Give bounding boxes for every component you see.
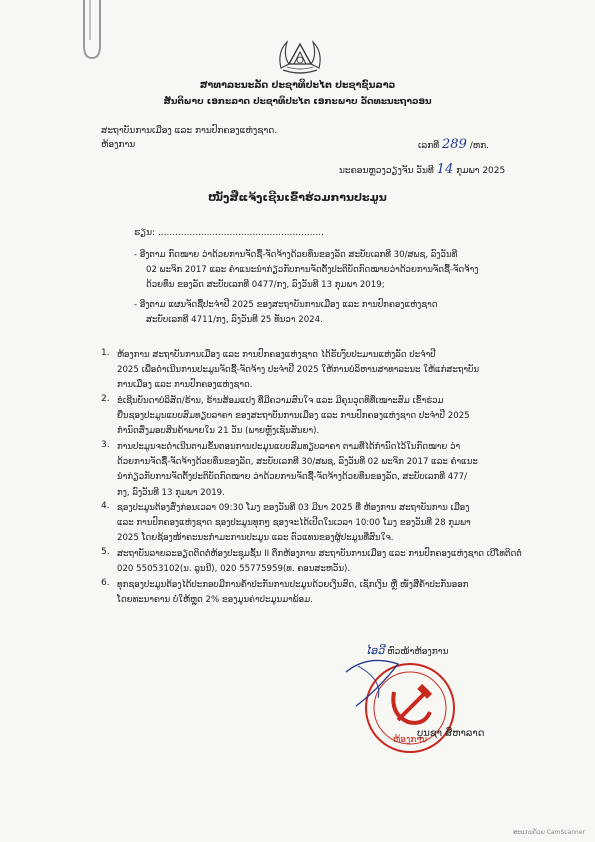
item-line: ທຸກຊອງປະມູນຕ້ອງໄດ້ປະກອບມີການຄໍ້າປະກັນການປະມູນດ້ວຍເງິນສົດ, ເຊັກເງິນ ຫຼື ໜັງສືຄໍ້າປະກັນອອກ xyxy=(117,580,469,590)
addressee-line: ຮຽນ: .......................................................... xyxy=(134,228,324,238)
number-handwritten: 289 xyxy=(442,137,467,152)
document-title: ໜັງສືແຈ້ງເຊີນເຂົ້າຮ່ວມການປະມູນ xyxy=(208,191,387,204)
sender-unit: ຫ້ອງການ xyxy=(101,140,136,150)
position-title: ຫົວໜ້າຫ້ອງການ xyxy=(387,647,449,657)
sender-organization: ສະຖາບັນການເມືອງ ແລະ ການປົກຄອງແຫ່ງຊາດ. xyxy=(101,126,278,136)
item-line: ການປະມູນຈະດໍາເນີນຕາມຂັ້ນຕອນການປະມູນແບບສົມທຽບລາຄາ ຕາມທີ່ໄດ້ກໍານົດໄວ້ໃນກົດໝາຍ ວ່າ xyxy=(117,442,461,452)
reference-line: - ອີງຕາມ ກົດໝາຍ ວ່າດ້ວຍການຈັດຊື້-ຈັດຈ້າງດ້ວຍທຶນຂອງລັດ ສະບັບເລກທີ 30/ສພຊ, ລົງວັນທີ xyxy=(134,250,458,260)
national-emblem-icon xyxy=(275,34,325,76)
item-line: ສະຖາບັນລາຍລະອຽດຕິດຕໍ່ຫ້ອງປະຊຸມຊັ້ນ II ຕຶກຫ້ອງການ ສະຖາບັນການເມືອງ ແລະ ການປົກຄອງແຫ່ງຊາດ ເບີໂທຕິດຕໍ່ xyxy=(117,549,522,559)
country-name: ສາທາລະນະລັດ ປະຊາທິປະໄຕ ປະຊາຊົນລາວ xyxy=(199,80,396,91)
paper-clip xyxy=(70,0,110,66)
item-number: 2. xyxy=(101,394,110,404)
item-line: ກງ, ລົງວັນທີ 13 ກຸມພາ 2019. xyxy=(117,487,225,498)
item-line: ຊອງປະມູນຕ້ອງສົ່ງກ່ອນເວລາ 09:30 ໂມງ ຂອງວັນທີ 03 ມີນາ 2025 ທີ່ ຫ້ອງການ ສະຖາບັນການ ເມືອງ xyxy=(117,503,470,513)
item-line: ນໍາກ່ຽວກັບການຈັດຕັ້ງປະຕິບັດກົດໝາຍ ວ່າດ້ວຍການຈັດຊື້-ຈັດຈ້າງດ້ວຍທຶນຂອງລັດ, ສະບັບເລກທີ 477/ xyxy=(117,472,468,483)
signature-prefix-handwritten: ໄອວີ xyxy=(365,644,385,657)
reference-line: - ອີງຕາມ ແຜນຈັດຊື້ປະຈໍາປີ 2025 ຂອງສະຖາບັນການເມືອງ ແລະ ການປົກຄອງແຫ່ງຊາດ xyxy=(134,300,438,310)
reference-line: ສະບັບເລກທີ 4711/ກງ, ລົງວັນທີ 25 ທັນວາ 2024. xyxy=(146,315,323,325)
item-line: ໂດຍທະນາຄານ ບໍ່ໃຫ້ຫຼຸດ 2% ຂອງມູນຄ່າປະມູນມາພ້ອມ. xyxy=(117,595,313,606)
item-line: ການເມືອງ ແລະ ການປົກຄອງແຫ່ງຊາດ. xyxy=(117,380,253,391)
item-line: ແລະ ການປົກຄອງແຫ່ງຊາດ ຊອງປະມູນທຸກໆ ຊອງຈະໄດ້ເປີດໃນເວລາ 10:00 ໂມງ ຂອງວັນທີ 28 ກຸມພາ xyxy=(117,518,471,529)
item-line: ຫ້ອງການ ສະຖາບັນການເມືອງ ແລະ ການປົກຄອງແຫ່ງຊາດ ໄດ້ຮັບງົບປະມານແຫ່ງລັດ ປະຈໍາປີ xyxy=(117,350,436,360)
item-number: 4. xyxy=(101,501,110,511)
item-line: ຂໍເຊີນບັນດາບໍລິສັດ/ຮ້ານ, ຮ້ານສ້ອມແປງ ທີ່ມີຄວາມສົນໃຈ ແລະ ມີຄຸນວຸດທິທີ່ເໝາະສົມ ເຂົ້າຮ່ວມ xyxy=(117,396,444,406)
item-line: 2025 ເພື່ອດໍາເນີນການປະມູນຈັດຊື້-ຈັດຈ້າງ ປະຈໍາປີ 2025 ໃຫ້ການບໍລິຫານສາທາລະນະ ໃຫ້ແກ່ສະຖາບັນ xyxy=(117,365,480,376)
number-suffix: /ຫກ. xyxy=(469,141,490,151)
reference-line: 02 ພະຈິກ 2017 ແລະ ຄໍາແນະນໍາກ່ຽວກັບການຈັດຕັ້ງປະຕິບັດກົດໝາຍວ່າດ້ວຍການຈັດຊື້-ຈັດຈ້າງ xyxy=(146,265,479,275)
official-stamp xyxy=(338,650,458,760)
stamp-text: ຫ້ອງການ xyxy=(392,735,428,745)
item-line: ຍື່ນຊອງປະມູນແບບສົມທຽບລາຄາ ຂອງສະຖາບັນການເມືອງ ແລະ ການປົກຄອງແຫ່ງຊາດ ປະຈໍາປີ 2025 xyxy=(117,411,470,422)
item-number: 3. xyxy=(101,440,110,450)
month-year: ກຸມພາ 2025 xyxy=(456,166,506,176)
item-line: ກໍານົດສົ່ງມອບສິນຄ້າພາຍໃນ 21 ວັນ (ພາຍຫຼັງເຊັນສັນຍາ). xyxy=(117,426,320,437)
scanner-watermark: ສະແກນດ້ວຍ CamScanner xyxy=(512,829,585,836)
item-line: 2025 ໂດຍຊ້ອງໜ້າຄະນະກໍາມະການປະມູນ ແລະ ຕົວແທນຂອງຜູ້ປະມູນທີ່ສົນໃຈ. xyxy=(117,533,394,544)
item-number: 5. xyxy=(101,547,110,557)
document-number xyxy=(418,138,489,153)
day-handwritten: 14 xyxy=(436,162,454,177)
item-line: ດ້ວຍການຈັດຊື້-ຈັດຈ້າງດ້ວຍທຶນຂອງລັດ, ສະບັບເລກທີ 30/ສພຊ, ລົງວັນທີ 02 ພະຈິກ 2017 ແລະ ຄໍາແນະ xyxy=(117,457,478,468)
signatory-name: ບຸນຊາ ສີຫາລາດ xyxy=(417,728,485,739)
place-date xyxy=(339,163,505,178)
national-motto: ສັນຕິພາບ ເອກະລາດ ປະຊາທິປະໄຕ ເອກະພາບ ວັດທະນະຖາວອນ xyxy=(163,97,432,107)
number-label: ເລກທີ xyxy=(418,141,440,151)
item-number: 1. xyxy=(101,348,110,358)
reference-line: ດ້ວຍທຶນ ຂອງລັດ ສະບັບເລກທີ 0477/ກງ, ລົງວັນທີ 13 ກຸມພາ 2019; xyxy=(146,280,385,290)
item-line: 020 55053102(ນ. ລູນນີ), 020 55775959(ທ. ຄອນສະຫວັນ). xyxy=(117,564,351,575)
place-date-prefix: ນະຄອນຫຼວງວຽງຈັນ ວັນທີ xyxy=(339,166,434,176)
item-number: 6. xyxy=(101,578,110,588)
